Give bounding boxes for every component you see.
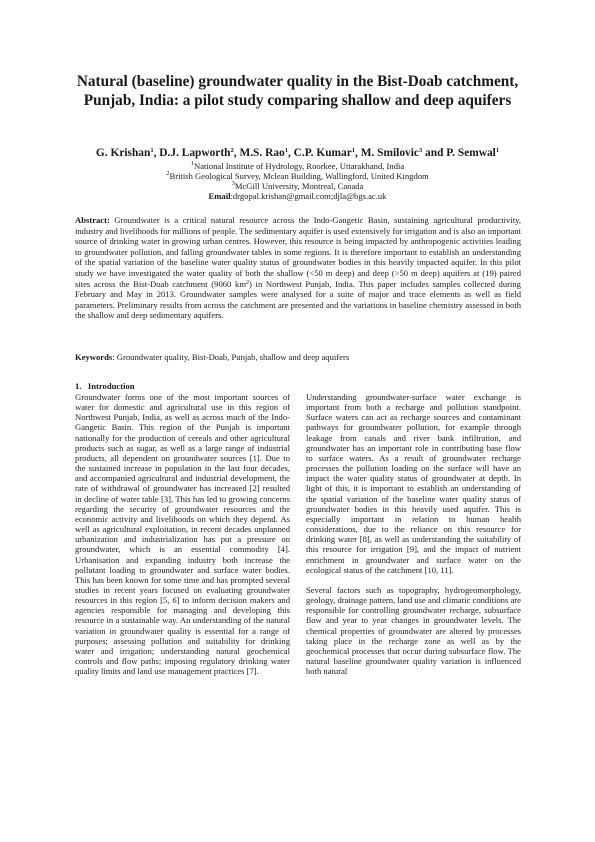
author-list (40, 147, 555, 160)
author: M.S. Rao$^1$, (239, 147, 294, 159)
email-address: :drgopal.krishan@gmail.com;djla@bgs.ac.uk (230, 191, 387, 201)
paper-title: Natural (baseline) groundwater quality in the Bist-Doab catchment, Punjab, India: a pilot study comparing shallow and deep aquifers (76, 73, 519, 110)
author: C.P. Kumar$^1$, (293, 147, 361, 159)
abstract-text: Groundwater is a critical natural resource across the Indo-Gangetic Basin, sustaining agricultural productivity, industry and livelihoods for millions of people. The sedimentary aquifer is used extensively for irrigation and is also an important source of drinking water in growing urban centres. However, this resource is being impacted by anthropogenic activities leading to groundwater pollution, and falling groundwater tables in some regions. It is therefore important to establish an understanding of the spatial variation of the baseline water quality status of groundwater bodies in this heavily impacted aquifer. In this pilot study we have investigated the water quality of both the shallow (<50 m deep) and deep (>50 m deep) aquifers at (19) paired sites across the Bist-Doab catchment (9060 km (75, 215, 521, 289)
keywords-text: : Groundwater quality, Bist-Doab, Punjab, shallow and deep aquifers (112, 352, 350, 362)
keywords-label: Keywords (75, 352, 113, 362)
body-column-right (306, 392, 521, 676)
paragraph: Understanding groundwater-surface water exchange is important from both a recharge and pollution standpoint. Surface waters can act as recharge sources and contaminant pathways for groundwater pollution, for example through leakage from canals and river bank infiltration, and groundwater has an important role in contributing base flow to surface waters. As a result of groundwater recharge processes the pollution loading on the surface will have an impact the water quality status of groundwater at depth. In light of this, it is important to establish an understanding of the spatial variation of the baseline water quality status of groundwater bodies in this heavily used aquifer. This is especially important in relation to human health considerations, due to the reliance on this resource for drinking water [8], as well as understanding the suitability of this resource for irrigation [9], and the impact of nutrient enrichment in groundwater and surface water on the ecological status of the catchment [10, 11]. (306, 392, 521, 575)
abstract: Abstract: Groundwater is a critical natural resource across the Indo-Gangetic Basin, sustaining agricultural productivity, industry and livelihoods for millions of people. The sedimentary aquifer is used extensively for irrigation and is also an important source of drinking water in growing urban centres. However, this resource is being impacted by anthropogenic activities leading to groundwater pollution, and falling groundwater tables in some regions. It is therefore important to establish an understanding of the spatial variation of the baseline water quality status of groundwater bodies in this heavily impacted aquifer. In this pilot study we have investigated the water quality of both the shallow (<50 m deep) and deep (>50 m deep) aquifers at (19) paired sites across the Bist-Doab catchment (9060 $km^2$) in Northwest Punjab, India. This paper includes samples collected during February and May in 2013. Groundwater samples were analysed for a suite of major and trace elements as well as field parameters. Preliminary results from across the catchment are presented and the variations in baseline chemistry assessed in both the shallow and deep sedimentary aquifers. (75, 215, 521, 321)
abstract-label: Abstract: (75, 215, 110, 225)
paragraph: Groundwater forms one of the most important sources of water for domestic and agricultural use in this region of Northwest Punjab, India, as well as across much of the Indo-Gangetic Basin. This region of the Punjab is important nationally for the production of cereals and other agricultural products such as sugar, as well as a large range of industrial products, all dependent on groundwater sources [1]. Due to the sustained increase in population in the last four decades, and accompanied agricultural and industrial development, the rate of withdrawal of groundwater has increased [2] resulted in decline of water table [3]. This has led to growing concerns regarding the security of groundwater resources and the economic activity and livelihoods on which they depend. As well as agricultural exploitation, in recent decades unplanned urbanization and industrialization has put a pressure on groundwater, which is an essential commodity [4]. Urbanisation and expanding industry both increase the pollutant loading to groundwater and surface water bodies. This has been known for some time and has prompted several studies in recent years focused on evaluating groundwater resources in this region [5, 6] to inform decision makers and agencies responsible for managing and developing this resource in a sustainable way. An understanding of the natural variation in groundwater quality is essential for a range of purposes; assessing pollution and suitability for drinking water and irrigation; understanding natural geochemical controls and flow paths; imposing regulatory drinking water quality limits and land use management practices [7]. (75, 392, 290, 677)
author: D.J. Lapworth$^2$, (159, 147, 240, 159)
body-column-left (75, 392, 290, 676)
paragraph: Several factors such as topography, hydrogeomorphology, geology, drainage pattern, land use and climatic conditions are responsible for controlling groundwater recharge, subsurface flow and year to year changes in groundwater levels. The chemical properties of groundwater are altered by processes taking place in the recharge zone as well as by the geochemical processes that occur during subsurface flow. The natural baseline groundwater quality variation is influenced both natural (306, 584, 521, 677)
affiliation: $^3$McGill University, Montreal, Canada (231, 180, 364, 191)
keywords (75, 352, 521, 363)
section-heading: 1. Introduction (75, 381, 135, 391)
author: G. Krishan$^1$, (95, 147, 160, 159)
contact-email (40, 191, 555, 201)
author: P. Semwal$^1$ (446, 147, 500, 159)
affiliation: $^1$National Institute of Hydrology, Roorkee, Uttarakhand, India (190, 160, 405, 171)
abstract-text-continued: ) in Northwest Punjab, India. This paper includes samples collected during February and May in 2013. Groundwater samples were analysed for a suite of major and trace elements as well as field parameters. Preliminary results from across the catchment are presented and the variations in baseline chemistry assessed in both the shallow and deep sedimentary aquifers. (75, 278, 521, 321)
author: M. Smilovic$^3$ and (360, 147, 447, 159)
email-label: Email (208, 191, 231, 201)
affiliation: $^2$British Geological Survey, Mclean Building, Wallingford, United Kingdom (166, 170, 429, 181)
